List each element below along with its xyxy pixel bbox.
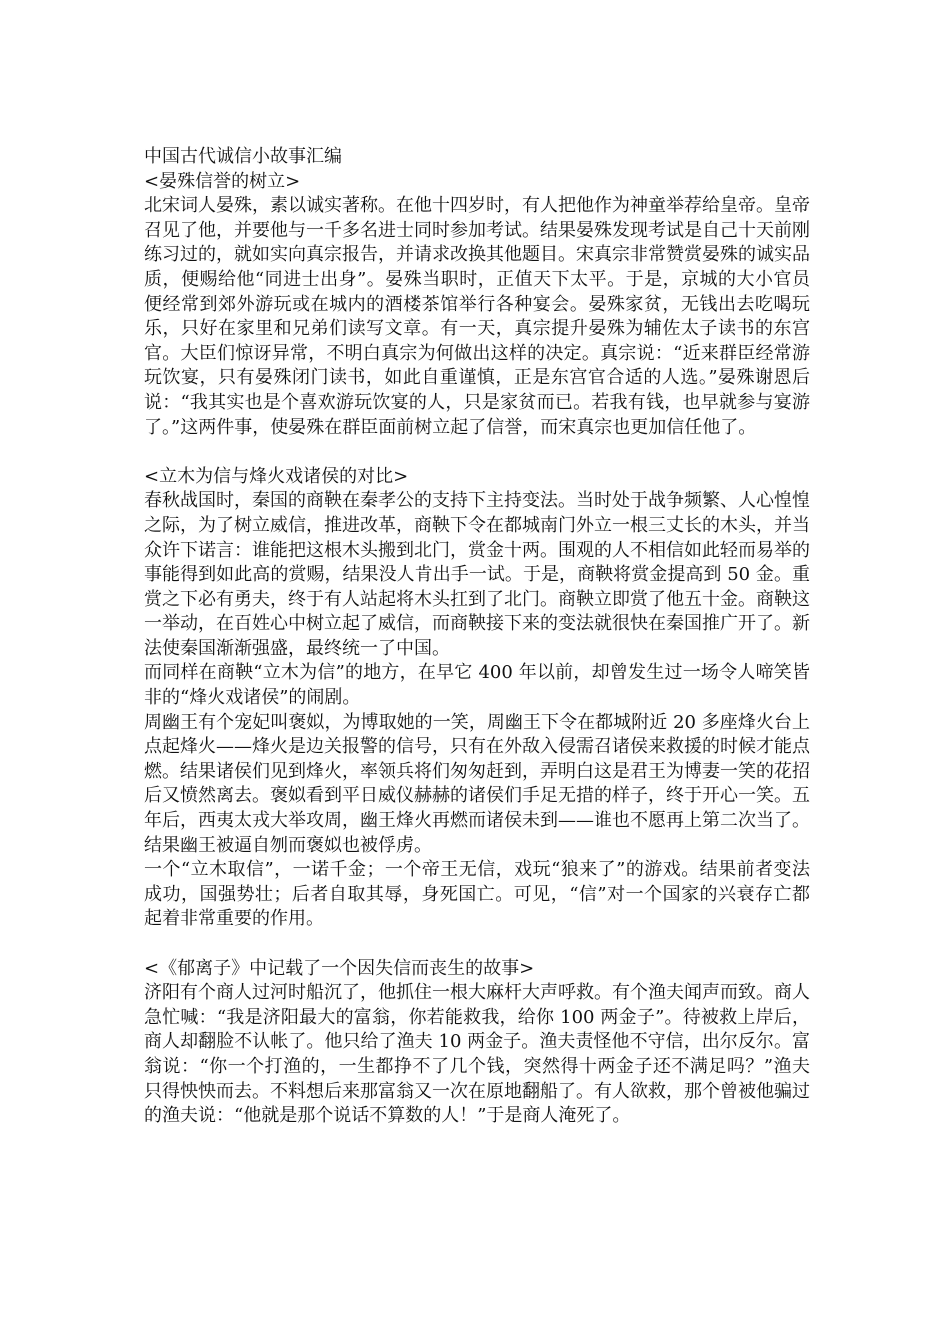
paragraph: 而同样在商鞅“立木为信”的地方，在早它 400 年以前，却曾发生过一场令人啼笑皆非的“烽火戏诸侯”的闹剧。 [144, 662, 810, 709]
section-yanshu [144, 170, 810, 441]
section-yulizi [144, 957, 810, 1129]
document-title: 中国古代诚信小故事汇编 [144, 146, 342, 167]
paragraph: 济阳有个商人过河时船沉了，他抓住一根大麻杆大声呼救。有个渔夫闻声而致。商人急忙喊：“我是济阳最大的富翁，你若能救我，给你 100 两金子”。待被救上岸后，商人却翻脸不认帐了。他只给了渔夫 10 两金子。渔夫责怪他不守信，出尔反尔。富翁说：“你一个打渔的，一生都挣不了几个钱，突然得十两金子还不满足吗？”渔夫只得怏怏而去。不料想后来那富翁又一次在原地翻船了。有人欲救，那个曾被他骗过的渔夫说：“他就是那个说话不算数的人！”于是商人淹死了。 [144, 982, 810, 1127]
paragraph: 北宋词人晏殊，素以诚实著称。在他十四岁时，有人把他作为神童举荐给皇帝。皇帝召见了他，并要他与一千多名进士同时参加考试。结果晏殊发现考试是自己十天前刚练习过的，就如实向真宗报告，并请求改换其他题目。宋真宗非常赞赏晏殊的诚实品质，便赐给他“同进士出身”。晏殊当职时，正值天下太平。于是，京城的大小官员便经常到郊外游玩或在城内的酒楼茶馆举行各种宴会。晏殊家贫，无钱出去吃喝玩乐，只好在家里和兄弟们读写文章。有一天，真宗提升晏殊为辅佐太子读书的东宫官。大臣们惊讶异常，不明白真宗为何做出这样的决定。真宗说：“近来群臣经常游玩饮宴，只有晏殊闭门读书，如此自重谨慎，正是东宫官合适的人选。”晏殊谢恩后说：“我其实也是个喜欢游玩饮宴的人，只是家贫而已。若我有钱，也早就参与宴游了。”这两件事，使晏殊在群臣面前树立起了信誉，而宋真宗也更加信任他了。 [144, 195, 810, 438]
section-heading: <《郁离子》中记载了一个因失信而丧生的故事> [144, 957, 535, 979]
paragraph: 周幽王有个宠妃叫褒姒，为博取她的一笑，周幽王下令在都城附近 20 多座烽火台上点起烽火——烽火是边关报警的信号，只有在外敌入侵需召诸侯来救援的时候才能点燃。结果诸侯们见到烽火，率领兵将们匆匆赶到，弄明白这是君王为博妻一笑的花招后又愤然离去。褒姒看到平日威仪赫赫的诸侯们手足无措的样子，终于开心一笑。五年后，西夷太戎大举攻周，幽王烽火再燃而诸侯未到——谁也不愿再上第二次当了。结果幽王被逼自刎而褒姒也被俘虏。 [144, 711, 810, 856]
section-heading: <晏殊信誉的树立> [144, 170, 301, 192]
section-heading: <立木为信与烽火戏诸侯的对比> [144, 465, 409, 487]
paragraph: 一个“立木取信”，一诺千金；一个帝王无信，戏玩“狼来了”的游戏。结果前者变法成功，国强势壮；后者自取其辱，身死国亡。可见，“信”对一个国家的兴衰存亡都起着非常重要的作用。 [144, 859, 810, 930]
section-limu-fenghuo [144, 465, 810, 932]
paragraph: 春秋战国时，秦国的商鞅在秦孝公的支持下主持变法。当时处于战争频繁、人心惶惶之际，为了树立威信，推进改革，商鞅下令在都城南门外立一根三丈长的木头，并当众许下诺言：谁能把这根木头搬到北门，赏金十两。围观的人不相信如此轻而易举的事能得到如此高的赏赐，结果没人肯出手一试。于是，商鞅将赏金提高到 50 金。重赏之下必有勇夫，终于有人站起将木头扛到了北门。商鞅立即赏了他五十金。商鞅这一举动，在百姓心中树立起了威信，而商鞅接下来的变法就很快在秦国推广开了。新法使秦国渐渐强盛，最终统一了中国。 [144, 490, 810, 659]
